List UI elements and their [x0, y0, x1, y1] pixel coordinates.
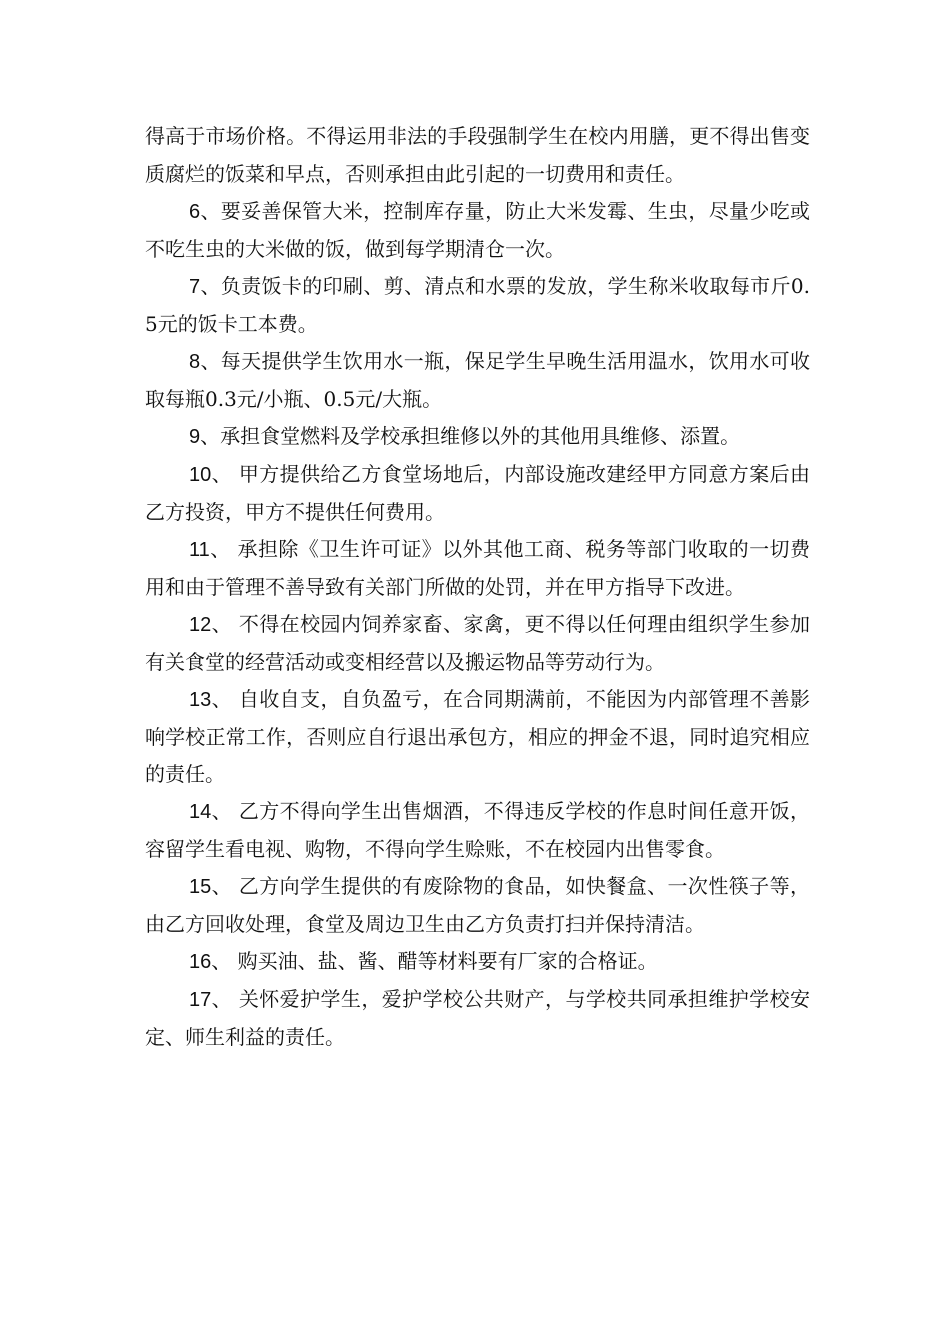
paragraph-text: 关怀爱护学生，爱护学校公共财产，与学校共同承担维护学校安定、师生利益的责任。 — [145, 987, 810, 1049]
paragraph-text: 每天提供学生饮用水一瓶，保足学生早晚生活用温水，饮用水可收取每瓶0.3元/小瓶、0.5元/大瓶。 — [145, 349, 811, 411]
paragraph-text: 要妥善保管大米，控制库存量，防止大米发霉、生虫，尽量少吃或不吃生虫的大米做的饭，做到每学期清仓一次。 — [145, 199, 811, 261]
paragraph-10 — [145, 456, 810, 531]
paragraph-text: 自收自支，自负盈亏，在合同期满前，不能因为内部管理不善影响学校正常工作，否则应自行退出承包方，相应的押金不退，同时追究相应的责任。 — [145, 687, 810, 786]
paragraph-text: 购买油、盐、酱、醋等材料要有厂家的合格证。 — [231, 949, 658, 973]
paragraph-16 — [145, 943, 810, 981]
paragraph-text: 甲方提供给乙方食堂场地后，内部设施改建经甲方同意方案后由乙方投资，甲方不提供任何费用。 — [145, 462, 810, 524]
paragraph-continuation — [145, 118, 810, 193]
paragraph-text: 承担食堂燃料及学校承担维修以外的其他用具维修、添置。 — [220, 424, 741, 448]
paragraph-number: 9、 — [189, 426, 221, 448]
paragraph-15 — [145, 868, 810, 943]
paragraph-11 — [145, 531, 810, 606]
paragraph-text: 承担除《卫生许可证》以外其他工商、税务等部门收取的一切费用和由于管理不善导致有关部门所做的处罚，并在甲方指导下改进。 — [145, 537, 810, 599]
paragraph-number: 8、 — [189, 351, 221, 373]
paragraph-13 — [145, 681, 810, 793]
paragraph-8 — [145, 343, 810, 418]
paragraph-9 — [145, 418, 810, 456]
paragraph-text: 得高于市场价格。不得运用非法的手段强制学生在校内用膳，更不得出售变质腐烂的饭菜和早点，否则承担由此引起的一切费用和责任。 — [145, 124, 810, 186]
paragraph-17 — [145, 981, 810, 1056]
paragraph-number: 6、 — [189, 201, 221, 223]
document-page — [145, 118, 810, 1056]
paragraph-number: 10、 — [189, 464, 233, 486]
paragraph-12 — [145, 606, 810, 681]
paragraph-7 — [145, 268, 810, 343]
paragraph-14 — [145, 793, 810, 868]
paragraph-6 — [145, 193, 810, 268]
paragraph-number: 14、 — [189, 801, 233, 823]
paragraph-text: 不得在校园内饲养家畜、家禽，更不得以任何理由组织学生参加有关食堂的经营活动或变相经营以及搬运物品等劳动行为。 — [145, 612, 810, 674]
paragraph-text: 乙方向学生提供的有废除物的食品，如快餐盒、一次性筷子等，由乙方回收处理，食堂及周边卫生由乙方负责打扫并保持清洁。 — [145, 874, 810, 936]
paragraph-number: 11、 — [189, 539, 231, 561]
paragraph-number: 13、 — [189, 689, 233, 711]
paragraph-text: 乙方不得向学生出售烟酒，不得违反学校的作息时间任意开饭，容留学生看电视、购物，不得向学生赊账，不在校园内出售零食。 — [145, 799, 810, 861]
paragraph-text: 负责饭卡的印刷、剪、清点和水票的发放，学生称米收取每市斤0.5元的饭卡工本费。 — [145, 274, 810, 336]
paragraph-number: 15、 — [189, 876, 233, 898]
paragraph-number: 17、 — [189, 989, 233, 1011]
paragraph-number: 12、 — [189, 614, 233, 636]
paragraph-number: 16、 — [189, 951, 232, 973]
paragraph-number: 7、 — [189, 276, 221, 298]
